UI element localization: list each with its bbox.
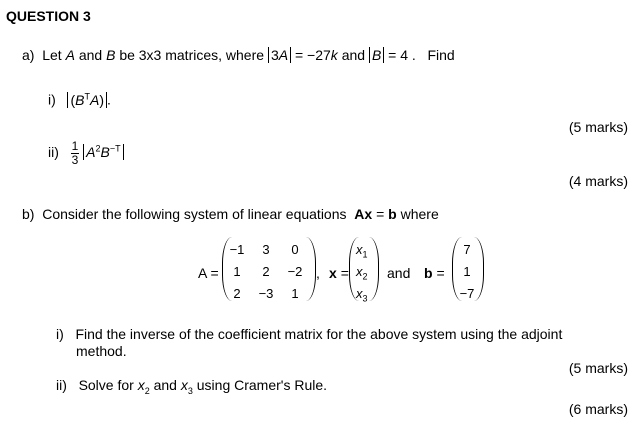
comma: , — [316, 265, 320, 281]
det-3a: 3A — [268, 47, 291, 63]
var-B: B — [106, 47, 116, 63]
b3: −7 — [459, 286, 475, 301]
det-b: B — [369, 47, 384, 63]
fraction-one-third: $\frac{1}{3}$ — [71, 139, 79, 167]
part-b-i — [56, 326, 562, 342]
a13: 0 — [291, 242, 299, 257]
b2: 1 — [463, 264, 471, 279]
det2-rhs: = 4 . — [388, 47, 416, 63]
part-b-i-text1: Find the inverse of the coefficient matrix for the above system using the adjoint — [75, 326, 563, 342]
and-text: and — [78, 47, 103, 63]
part-a-i-marks: (5 marks) — [568, 119, 628, 135]
var-A: A — [65, 47, 75, 63]
part-a-ii-label: ii) — [48, 144, 59, 161]
det1-k: k — [330, 47, 338, 63]
part-b-i-marks: (5 marks) — [568, 360, 628, 376]
part-b-label: b) — [22, 206, 35, 222]
where-text: where — [400, 206, 439, 222]
part-b-ii-and: and — [153, 377, 177, 393]
x3-var: $x_3$ — [180, 377, 193, 396]
det-btA: $(B^TA)$ — [67, 92, 107, 108]
a33: 1 — [291, 286, 299, 301]
a21: 1 — [233, 264, 241, 279]
x2-var: $x_2$ — [137, 377, 150, 396]
part-a-line — [22, 47, 455, 63]
part-b-i-text2: method. — [76, 343, 127, 359]
part-b-ii — [56, 377, 327, 396]
part-a-label: a) — [22, 47, 35, 63]
find-text: Find — [427, 47, 455, 63]
be-text: be 3x3 matrices, where — [119, 47, 265, 63]
b1: 7 — [463, 242, 471, 257]
x3: $x_3$ — [356, 286, 368, 304]
part-b-line — [22, 206, 439, 222]
det1-rhs: = −27 — [294, 47, 331, 63]
vector-b-label: b = — [424, 265, 445, 281]
part-a-ii — [48, 140, 124, 167]
part-a-i-label: i) — [48, 91, 56, 108]
a32: −3 — [258, 286, 274, 301]
ax-text: Ax = b — [354, 206, 397, 222]
part-b-ii-post: using Cramer's Rule. — [196, 377, 328, 393]
part-a-i: i) $(B^TA)$ . — [48, 91, 111, 108]
det-a2bt: $A^2B^{-T}$ — [83, 144, 123, 160]
question-title: QUESTION 3 — [6, 8, 91, 24]
matrix-A-label: A = — [198, 265, 219, 281]
part-a-ii-marks: (4 marks) — [568, 173, 628, 189]
vector-x-label: x = — [329, 265, 349, 281]
part-b-ii-pre: Solve for — [78, 377, 134, 393]
a11: −1 — [229, 242, 245, 257]
a31: 2 — [233, 286, 241, 301]
and-label: and — [387, 265, 411, 281]
a23: −2 — [287, 264, 303, 279]
a12: 3 — [262, 242, 270, 257]
x2: $x_2$ — [356, 264, 368, 282]
and2-text: and — [341, 47, 366, 63]
part-b-intro: Consider the following system of linear equations — [42, 206, 347, 222]
part-a-intro: Let — [42, 47, 62, 63]
part-b-ii-label: ii) — [56, 377, 67, 393]
part-b-i-label: i) — [56, 326, 64, 342]
part-b-ii-marks: (6 marks) — [568, 401, 628, 417]
a22: 2 — [262, 264, 270, 279]
x1: $x_1$ — [356, 242, 368, 260]
